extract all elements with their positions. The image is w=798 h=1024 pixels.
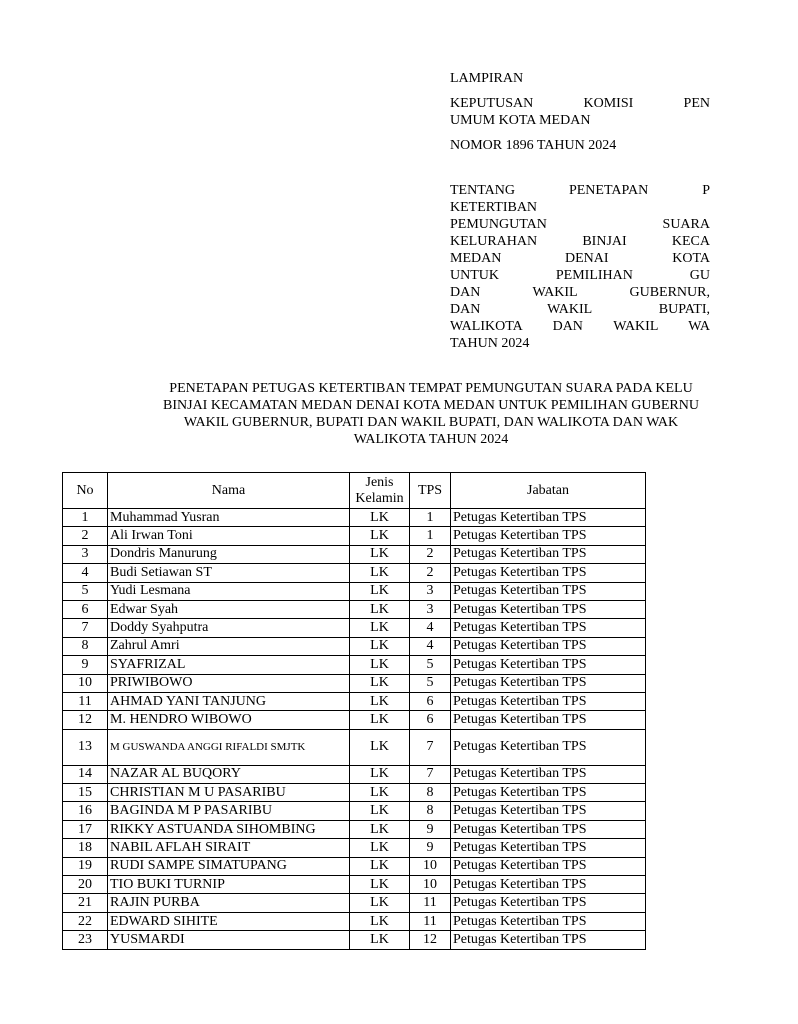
keputusan-line-1: KEPUTUSAN KOMISI PEN: [450, 96, 710, 111]
cell-nama: M. HENDRO WIBOWO: [108, 711, 350, 729]
cell-jenis-kelamin: LK: [350, 527, 410, 545]
cell-jenis-kelamin: LK: [350, 931, 410, 949]
lampiran-label: LAMPIRAN: [450, 71, 524, 86]
cell-no: 13: [63, 729, 108, 765]
table-row: [63, 729, 646, 765]
cell-jabatan: Petugas Ketertiban TPS: [451, 894, 646, 912]
cell-jabatan: Petugas Ketertiban TPS: [451, 692, 646, 710]
cell-tps: 7: [410, 729, 451, 765]
table-row: [63, 912, 646, 930]
cell-nama: Muhammad Yusran: [108, 509, 350, 527]
cell-tps: 2: [410, 545, 451, 563]
title-line: WAKIL GUBERNUR, BUPATI DAN WAKIL BUPATI, DAN WALIKOTA DAN WAK: [183, 415, 679, 430]
header-tps: TPS: [410, 473, 451, 509]
cell-tps: 8: [410, 802, 451, 820]
table-row: [63, 600, 646, 618]
cell-tps: 7: [410, 765, 451, 783]
cell-nama: TIO BUKI TURNIP: [108, 876, 350, 894]
cell-tps: 4: [410, 637, 451, 655]
cell-no: 12: [63, 711, 108, 729]
table-row: [63, 637, 646, 655]
cell-nama: EDWARD SIHITE: [108, 912, 350, 930]
cell-no: 8: [63, 637, 108, 655]
cell-nama: Doddy Syahputra: [108, 619, 350, 637]
cell-jenis-kelamin: LK: [350, 656, 410, 674]
cell-jenis-kelamin: LK: [350, 765, 410, 783]
cell-no: 11: [63, 692, 108, 710]
cell-jabatan: Petugas Ketertiban TPS: [451, 857, 646, 875]
cell-no: 2: [63, 527, 108, 545]
cell-no: 20: [63, 876, 108, 894]
cell-nama: Zahrul Amri: [108, 637, 350, 655]
cell-tps: 11: [410, 894, 451, 912]
cell-tps: 8: [410, 784, 451, 802]
cell-jenis-kelamin: LK: [350, 857, 410, 875]
cell-nama: NABIL AFLAH SIRAIT: [108, 839, 350, 857]
table-row: [63, 820, 646, 838]
cell-jabatan: Petugas Ketertiban TPS: [451, 545, 646, 563]
tentang-line: MEDAN DENAI KOTA: [450, 251, 710, 266]
tentang-line: TENTANG PENETAPAN P: [450, 183, 710, 198]
cell-jenis-kelamin: LK: [350, 802, 410, 820]
table-row: [63, 527, 646, 545]
cell-jabatan: Petugas Ketertiban TPS: [451, 711, 646, 729]
nomor-line: NOMOR 1896 TAHUN 2024: [450, 138, 617, 153]
cell-jenis-kelamin: LK: [350, 876, 410, 894]
cell-no: 6: [63, 600, 108, 618]
cell-tps: 10: [410, 857, 451, 875]
cell-jenis-kelamin: LK: [350, 674, 410, 692]
cell-jenis-kelamin: LK: [350, 729, 410, 765]
cell-nama: NAZAR AL BUQORY: [108, 765, 350, 783]
cell-no: 22: [63, 912, 108, 930]
tentang-line: KELURAHAN BINJAI KECA: [450, 234, 710, 249]
table-header-row: [63, 473, 646, 509]
cell-nama: AHMAD YANI TANJUNG: [108, 692, 350, 710]
cell-nama: BAGINDA M P PASARIBU: [108, 802, 350, 820]
table-row: [63, 619, 646, 637]
cell-no: 4: [63, 564, 108, 582]
cell-nama: Edwar Syah: [108, 600, 350, 618]
cell-no: 7: [63, 619, 108, 637]
cell-tps: 1: [410, 509, 451, 527]
cell-tps: 10: [410, 876, 451, 894]
cell-nama: CHRISTIAN M U PASARIBU: [108, 784, 350, 802]
table-row: [63, 784, 646, 802]
cell-jabatan: Petugas Ketertiban TPS: [451, 802, 646, 820]
cell-jabatan: Petugas Ketertiban TPS: [451, 656, 646, 674]
table-row: [63, 802, 646, 820]
cell-nama: SYAFRIZAL: [108, 656, 350, 674]
cell-tps: 1: [410, 527, 451, 545]
lampiran-header: [450, 70, 710, 352]
cell-tps: 5: [410, 656, 451, 674]
cell-tps: 4: [410, 619, 451, 637]
table-row: [63, 839, 646, 857]
document-title: [64, 380, 798, 448]
cell-jenis-kelamin: LK: [350, 692, 410, 710]
cell-no: 21: [63, 894, 108, 912]
cell-no: 19: [63, 857, 108, 875]
cell-jabatan: Petugas Ketertiban TPS: [451, 820, 646, 838]
tentang-line: WALIKOTA DAN WAKIL WA: [450, 319, 710, 334]
cell-jabatan: Petugas Ketertiban TPS: [451, 527, 646, 545]
cell-nama: Ali Irwan Toni: [108, 527, 350, 545]
table-row: [63, 857, 646, 875]
table-row: [63, 509, 646, 527]
table-row: [63, 656, 646, 674]
tentang-line: KETERTIBAN: [450, 200, 538, 215]
table-row: [63, 876, 646, 894]
table-row: [63, 564, 646, 582]
cell-jenis-kelamin: LK: [350, 912, 410, 930]
title-line: PENETAPAN PETUGAS KETERTIBAN TEMPAT PEMUNGUTAN SUARA PADA KELU: [169, 381, 693, 396]
cell-tps: 2: [410, 564, 451, 582]
cell-jenis-kelamin: LK: [350, 894, 410, 912]
header-no: No: [63, 473, 108, 509]
cell-jenis-kelamin: LK: [350, 564, 410, 582]
cell-nama: PRIWIBOWO: [108, 674, 350, 692]
header-jk-line-2: Kelamin: [355, 490, 404, 506]
table-row: [63, 765, 646, 783]
cell-nama: RAJIN PURBA: [108, 894, 350, 912]
tentang-line: UNTUK PEMILIHAN GU: [450, 268, 710, 283]
cell-jenis-kelamin: LK: [350, 711, 410, 729]
cell-jabatan: Petugas Ketertiban TPS: [451, 582, 646, 600]
cell-jabatan: Petugas Ketertiban TPS: [451, 729, 646, 765]
tentang-line: PEMUNGUTAN SUARA: [450, 217, 710, 232]
cell-jabatan: Petugas Ketertiban TPS: [451, 600, 646, 618]
cell-tps: 5: [410, 674, 451, 692]
cell-tps: 12: [410, 931, 451, 949]
tentang-line: DAN WAKIL GUBERNUR,: [450, 285, 710, 300]
tentang-line: TAHUN 2024: [450, 336, 530, 351]
cell-no: 18: [63, 839, 108, 857]
header-nama: Nama: [108, 473, 350, 509]
cell-jabatan: Petugas Ketertiban TPS: [451, 564, 646, 582]
cell-jenis-kelamin: LK: [350, 509, 410, 527]
cell-no: 10: [63, 674, 108, 692]
cell-jabatan: Petugas Ketertiban TPS: [451, 876, 646, 894]
petugas-table: [62, 472, 646, 950]
cell-jenis-kelamin: LK: [350, 545, 410, 563]
cell-nama: Dondris Manurung: [108, 545, 350, 563]
cell-tps: 6: [410, 692, 451, 710]
header-jabatan: Jabatan: [451, 473, 646, 509]
cell-jenis-kelamin: LK: [350, 820, 410, 838]
table-row: [63, 692, 646, 710]
cell-no: 23: [63, 931, 108, 949]
cell-jabatan: Petugas Ketertiban TPS: [451, 765, 646, 783]
cell-nama: M GUSWANDA ANGGI RIFALDI SMJTK: [108, 729, 350, 765]
table-row: [63, 894, 646, 912]
table-row: [63, 545, 646, 563]
cell-jenis-kelamin: LK: [350, 600, 410, 618]
cell-no: 9: [63, 656, 108, 674]
cell-nama: RIKKY ASTUANDA SIHOMBING: [108, 820, 350, 838]
cell-jenis-kelamin: LK: [350, 582, 410, 600]
cell-jenis-kelamin: LK: [350, 784, 410, 802]
cell-nama: YUSMARDI: [108, 931, 350, 949]
cell-no: 16: [63, 802, 108, 820]
cell-no: 3: [63, 545, 108, 563]
cell-jabatan: Petugas Ketertiban TPS: [451, 912, 646, 930]
tentang-line: DAN WAKIL BUPATI,: [450, 302, 710, 317]
table-row: [63, 931, 646, 949]
cell-jenis-kelamin: LK: [350, 619, 410, 637]
cell-jabatan: Petugas Ketertiban TPS: [451, 637, 646, 655]
cell-jabatan: Petugas Ketertiban TPS: [451, 674, 646, 692]
cell-jabatan: Petugas Ketertiban TPS: [451, 619, 646, 637]
cell-jabatan: Petugas Ketertiban TPS: [451, 509, 646, 527]
title-line: BINJAI KECAMATAN MEDAN DENAI KOTA MEDAN UNTUK PEMILIHAN GUBERNU: [163, 398, 699, 413]
cell-jabatan: Petugas Ketertiban TPS: [451, 839, 646, 857]
cell-no: 15: [63, 784, 108, 802]
cell-jabatan: Petugas Ketertiban TPS: [451, 784, 646, 802]
cell-nama: RUDI SAMPE SIMATUPANG: [108, 857, 350, 875]
cell-tps: 9: [410, 820, 451, 838]
cell-tps: 9: [410, 839, 451, 857]
tentang-block: [450, 182, 710, 352]
cell-nama: Budi Setiawan ST: [108, 564, 350, 582]
cell-no: 1: [63, 509, 108, 527]
cell-tps: 3: [410, 600, 451, 618]
cell-tps: 6: [410, 711, 451, 729]
header-jenis-kelamin: [350, 473, 410, 509]
cell-tps: 3: [410, 582, 451, 600]
cell-jabatan: Petugas Ketertiban TPS: [451, 931, 646, 949]
cell-no: 14: [63, 765, 108, 783]
cell-no: 5: [63, 582, 108, 600]
header-jk-line-1: Jenis: [365, 474, 394, 490]
table-row: [63, 582, 646, 600]
title-line: WALIKOTA TAHUN 2024: [353, 432, 509, 447]
table-row: [63, 674, 646, 692]
cell-jenis-kelamin: LK: [350, 839, 410, 857]
cell-jenis-kelamin: LK: [350, 637, 410, 655]
cell-no: 17: [63, 820, 108, 838]
cell-tps: 11: [410, 912, 451, 930]
table-row: [63, 711, 646, 729]
keputusan-line-2: UMUM KOTA MEDAN: [450, 113, 591, 128]
cell-nama: Yudi Lesmana: [108, 582, 350, 600]
